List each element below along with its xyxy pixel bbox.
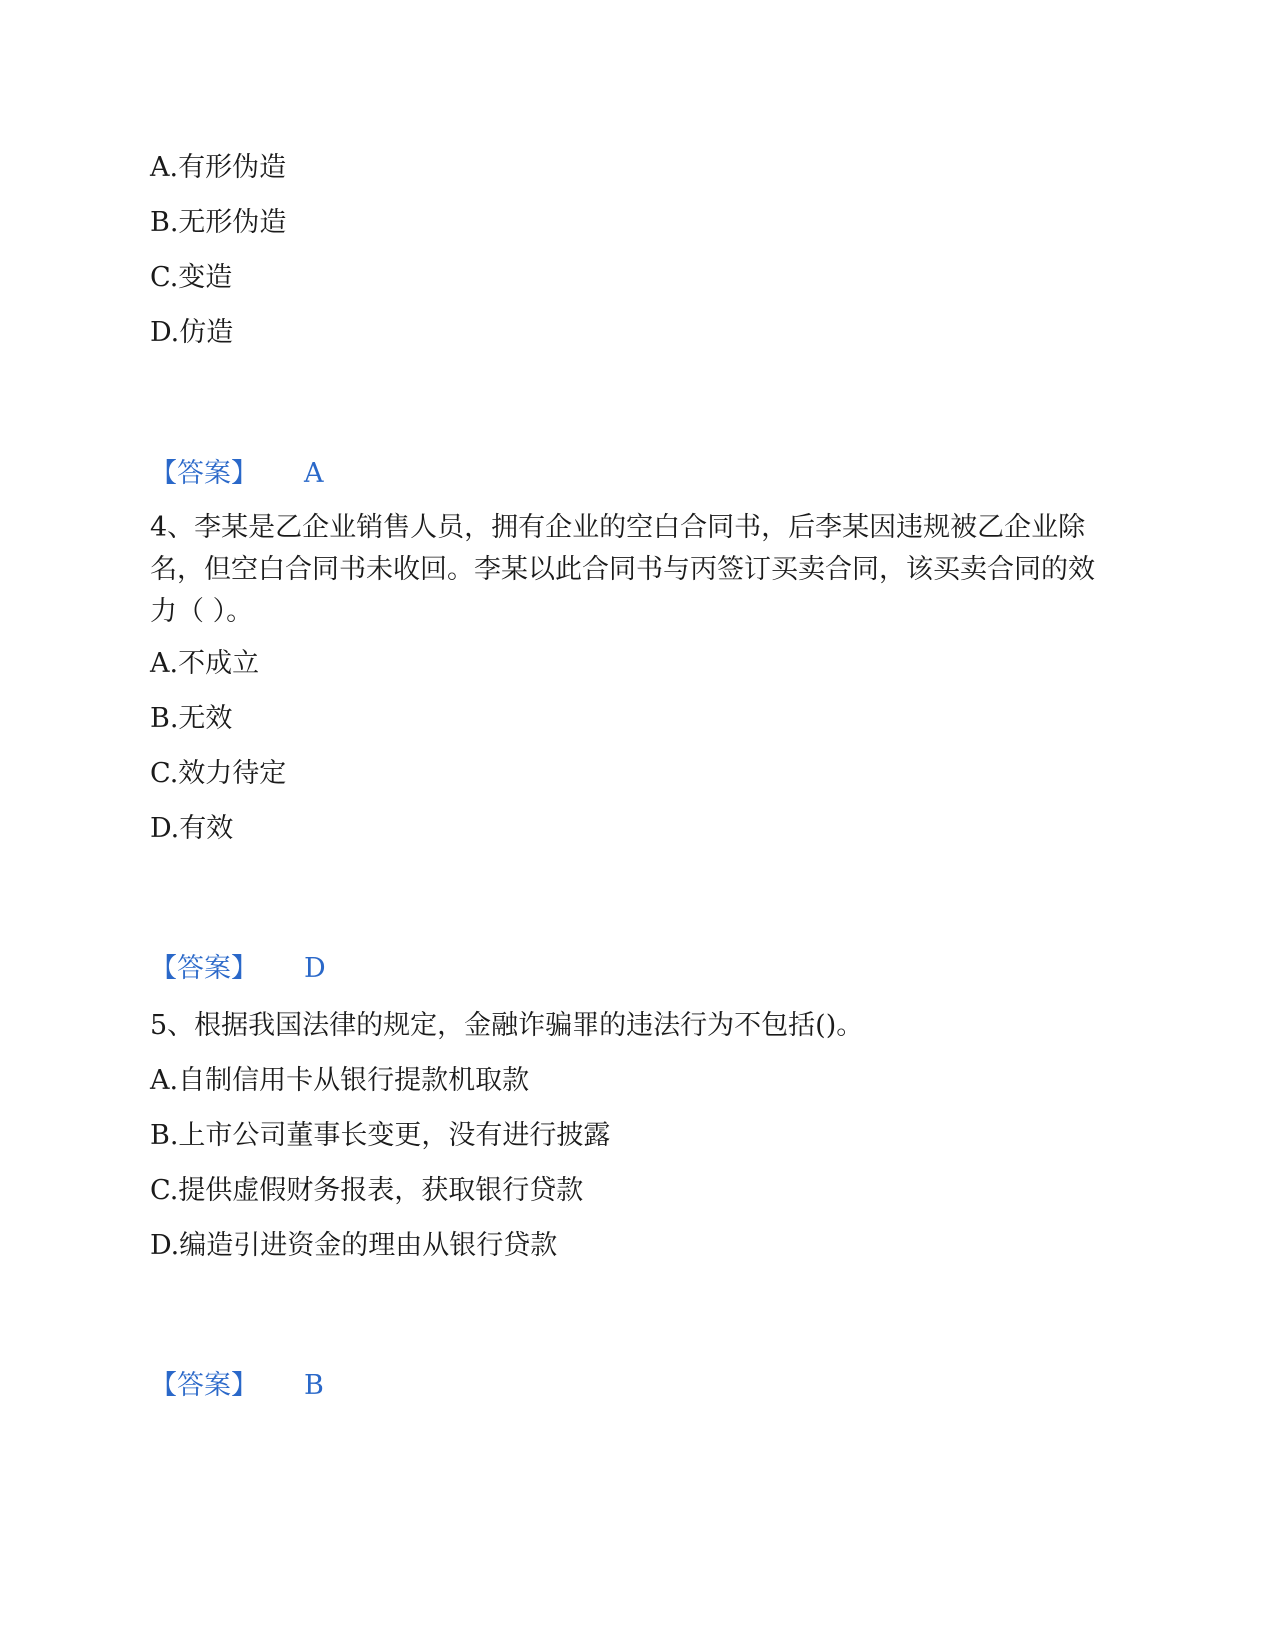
answer-label: 【答案】 bbox=[150, 953, 258, 984]
q5-option-d: D.编造引进资金的理由从银行贷款 bbox=[150, 1230, 558, 1261]
q4-option-d: D.有效 bbox=[150, 813, 234, 844]
q5-option-a: A.自制信用卡从银行提款机取款 bbox=[150, 1065, 530, 1096]
q4-stem: 4、李某是乙企业销售人员，拥有企业的空白合同书，后李某因违规被乙企业除名，但空白合同书未收回。李某以此合同书与丙签订买卖合同，该买卖合同的效力（ ）。 bbox=[150, 512, 1095, 627]
answer-label: 【答案】 bbox=[150, 1370, 258, 1401]
q4-option-b: B.无效 bbox=[150, 703, 233, 734]
q5-answer bbox=[150, 1370, 324, 1402]
answer-value: B bbox=[304, 1370, 324, 1401]
q3-option-c: C.变造 bbox=[150, 262, 233, 293]
answer-value: D bbox=[304, 953, 326, 984]
q4-option-c: C.效力待定 bbox=[150, 758, 287, 789]
q3-option-a: A.有形伪造 bbox=[150, 152, 287, 183]
q3-option-d: D.仿造 bbox=[150, 317, 234, 348]
q5-option-c: C.提供虚假财务报表，获取银行贷款 bbox=[150, 1175, 584, 1206]
q4-option-a: A.不成立 bbox=[150, 648, 260, 679]
answer-value: A bbox=[304, 458, 324, 489]
q4-answer bbox=[150, 953, 326, 985]
q5-stem: 5、根据我国法律的规定，金融诈骗罪的违法行为不包括()。 bbox=[150, 1010, 864, 1041]
answer-label: 【答案】 bbox=[150, 458, 258, 489]
q3-option-b: B.无形伪造 bbox=[150, 207, 287, 238]
q5-option-b: B.上市公司董事长变更，没有进行披露 bbox=[150, 1120, 611, 1151]
q3-answer bbox=[150, 458, 324, 490]
